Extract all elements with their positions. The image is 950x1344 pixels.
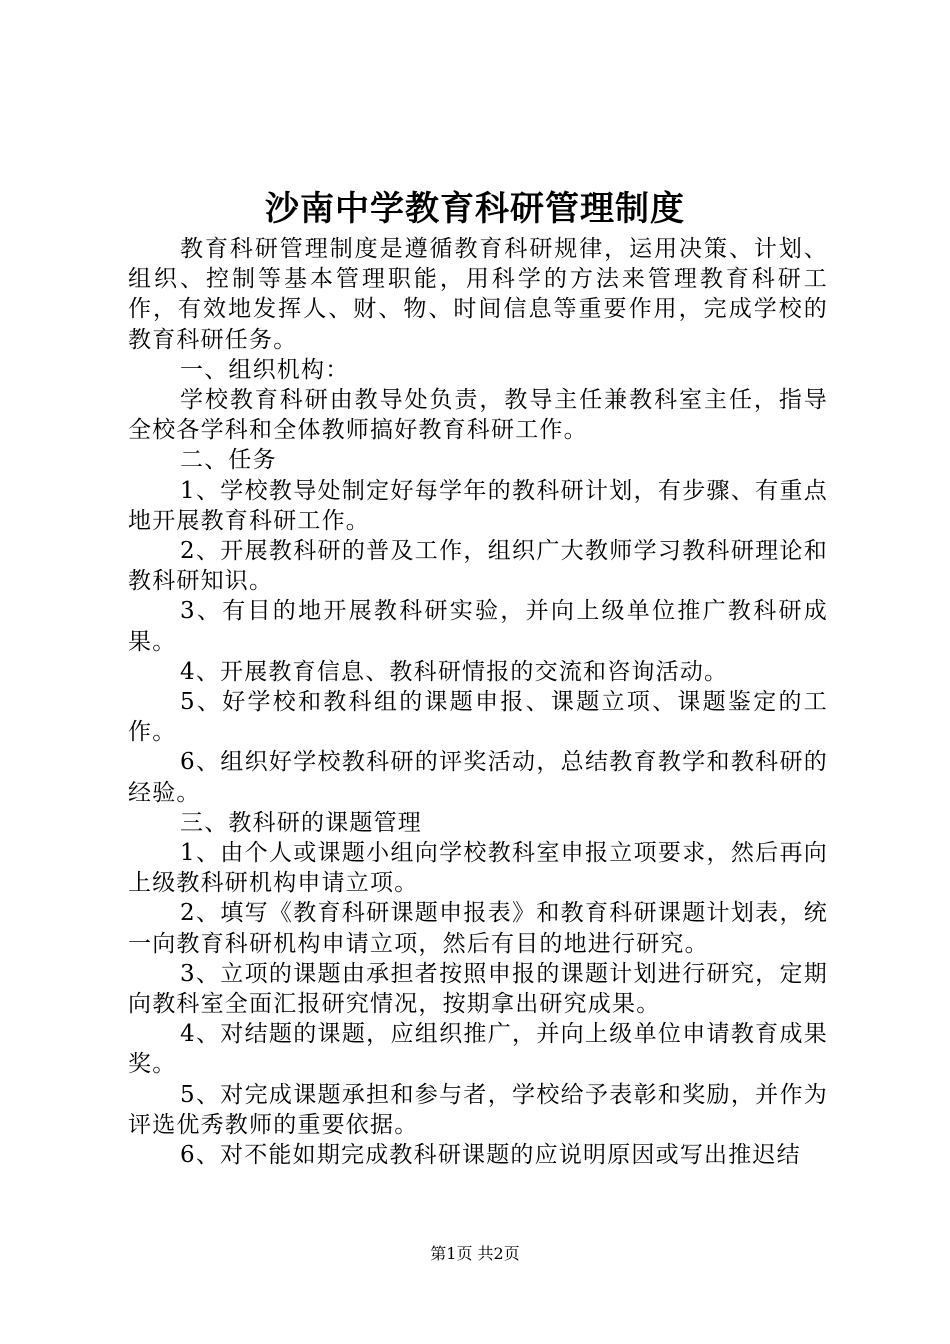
page-number-footer: 第1页 共2页 (430, 1244, 520, 1263)
topic-item-1: 1、由个人或课题小组向学校教科室申报立项要求，然后再向上级教科研机构申请立项。 (128, 840, 828, 897)
topic-item-5: 5、对完成课题承担和参与者，学校给予表彰和奖励，并作为评选优秀教师的重要依据。 (128, 1081, 828, 1138)
document-body (128, 234, 828, 1170)
task-item-6: 6、组织好学校教科研的评奖活动，总结教育教学和教科研的经验。 (128, 749, 828, 806)
paragraph-intro: 教育科研管理制度是遵循教育科研规律，运用决策、计划、组织、控制等基本管理职能，用科学的方法来管理教育科研工作，有效地发挥人、财、物、时间信息等重要作用，完成学校的教育科研任务。 (128, 236, 828, 353)
topic-item-6: 6、对不能如期完成教科研课题的应说明原因或写出推迟结 (180, 1142, 801, 1169)
section-heading-topic-management: 三、教科研的课题管理 (180, 809, 422, 836)
section-heading-tasks: 二、任务 (180, 447, 277, 474)
topic-item-3: 3、立项的课题由承担者按照申报的课题计划进行研究，定期向教科室全面汇报研究情况，按期拿出研究成果。 (128, 960, 828, 1018)
task-item-5: 5、好学校和教科组的课题申报、课题立项、课题鉴定的工作。 (128, 689, 828, 746)
topic-item-4: 4、对结题的课题，应组织推广，并向上级单位申请教育成果奖。 (128, 1021, 828, 1078)
paragraph-organization: 学校教育科研由教导处负责，教导主任兼教科室主任，指导全校各学科和全体教师搞好教育科研工作。 (128, 387, 828, 444)
section-heading-organization: 一、组织机构： (180, 356, 350, 383)
task-item-2: 2、开展教科研的普及工作，组织广大教师学习教科研理论和教科研知识。 (128, 538, 828, 595)
topic-item-2: 2、填写《教育科研课题申报表》和教育科研课题计划表，统一向教育科研机构申请立项，然后有目的地进行研究。 (128, 900, 828, 957)
task-item-1: 1、学校教导处制定好每学年的教科研计划，有步骤、有重点地开展教育科研工作。 (128, 477, 828, 534)
document-title: 沙南中学教育科研管理制度 (265, 189, 685, 229)
task-item-3: 3、有目的地开展教科研实验，并向上级单位推广教科研成果。 (128, 598, 828, 655)
task-item-4: 4、开展教育信息、教科研情报的交流和咨询活动。 (180, 658, 729, 685)
